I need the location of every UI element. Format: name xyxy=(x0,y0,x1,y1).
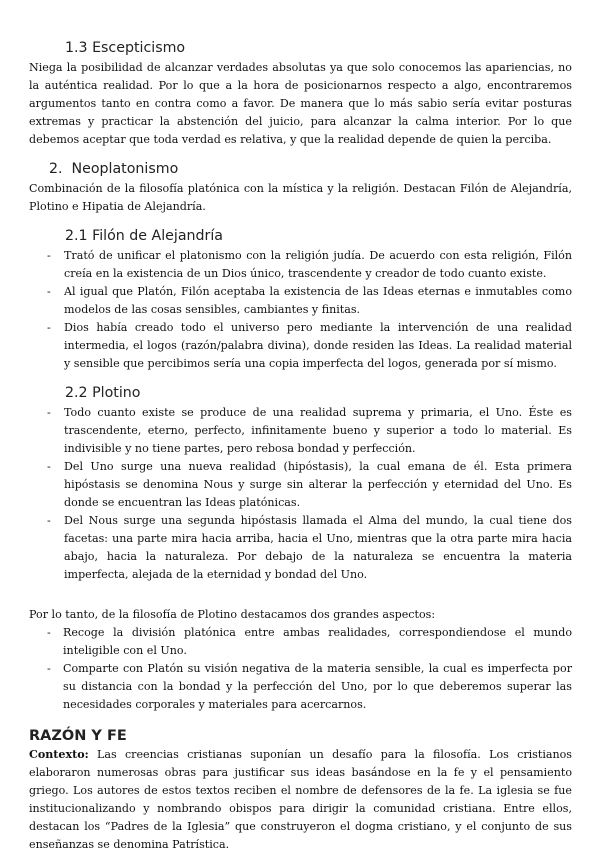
heading-escepticismo: 1.3 Escepticismo xyxy=(65,40,186,56)
list-item: - Del Uno surge una nueva realidad (hipóstasis), la cual emana de él. Esta primera hipóstasis se denomina Nous y surge sin alterar la perfección y eternidad del Uno. Es donde se encuentran las Ideas platónicas. xyxy=(29,458,572,512)
contexto-label: Contexto: xyxy=(29,748,89,761)
heading-neoplatonismo xyxy=(49,161,572,177)
list-item: - Dios había creado todo el universo pero mediante la intervención de una realidad intermedia, el logos (razón/palabra divina), donde residen las Ideas. La realidad material y sensible que percibimos sería una copia imperfecta del logos, generada por sí mismo. xyxy=(29,319,572,373)
list-plotino xyxy=(29,404,572,584)
list-item: - Todo cuanto existe se produce de una realidad suprema y primaria, el Uno. Éste es trascendente, eterno, perfecto, infinitamente bueno y superior a todo lo material. Es indivisible y no tiene partes, pero rebosa bondad y perfección. xyxy=(29,404,572,458)
paragraph-contexto xyxy=(29,746,572,854)
heading-text: Neoplatonismo xyxy=(71,161,179,177)
paragraph-plotino-summary: Por lo tanto, de la filosofía de Plotino destacamos dos grandes aspectos: xyxy=(29,608,436,621)
paragraph-neoplatonismo: Combinación de la filosofía platónica con la mística y la religión. Destacan Filón de Alejandría, Plotino e Hipatia de Alejandría. xyxy=(29,182,572,213)
heading-plotino: 2.2 Plotino xyxy=(65,385,141,401)
list-item: - Trató de unificar el platonismo con la religión judía. De acuerdo con esta religión, Filón creía en la existencia de un Dios único, trascendente y creador de todo cuanto existe. xyxy=(29,247,572,283)
contexto-text: Las creencias cristianas suponían un desafío para la filosofía. Los cristianos elaboraron numerosas obras para justificar sus ideas basándose en la fe y el pensamiento griego. Los autores de estos textos reciben el nombre de defensores de la fe. La iglesia se fue institucionalizando y nombrando obispos para dirigir la comunidad cristiana. Entre ellos, destacan los “Padres de la Iglesia” que construyeron el dogma cristiano, y el conjunto de sus enseñanzas se denomina Patrística. xyxy=(29,748,573,851)
list-filon xyxy=(29,247,572,373)
heading-number: 2. xyxy=(49,161,63,177)
paragraph-escepticismo: Niega la posibilidad de alcanzar verdades absolutas ya que solo conocemos las apariencias, no la auténtica realidad. Por lo que a la hora de posicionarnos respecto a algo, encontraremos argumentos tanto en contra como a favor. De manera que lo más sabio sería evitar posturas extremas y practicar la abstención del juicio, para alcanzar la calma interior. Por lo que debemos aceptar que toda verdad es relativa, y que la realidad depende de quien la perciba. xyxy=(29,61,572,146)
heading-filon: 2.1 Filón de Alejandría xyxy=(65,228,223,244)
list-item: - Comparte con Platón su visión negativa de la materia sensible, la cual es imperfecta por su distancia con la bondad y la perfección del Uno, por lo que deberemos superar las necesidades corporales y materiales para acercarnos. xyxy=(29,660,572,714)
list-item: - Del Nous surge una segunda hipóstasis llamada el Alma del mundo, la cual tiene dos facetas: una parte mira hacia arriba, hacia el Uno, mientras que la otra parte mira hacia abajo, hacia la naturaleza. Por debajo de la naturaleza se encuentra la materia imperfecta, alejada de la eternidad y bondad del Uno. xyxy=(29,512,572,584)
list-item: - Recoge la división platónica entre ambas realidades, correspondiendose el mundo inteligible con el Uno. xyxy=(29,624,572,660)
list-item: - Al igual que Platón, Filón aceptaba la existencia de las Ideas eternas e inmutables como modelos de las cosas sensibles, cambiantes y finitas. xyxy=(29,283,572,319)
list-plotino-aspects xyxy=(29,624,572,714)
heading-razon-y-fe: RAZÓN Y FE xyxy=(29,728,127,744)
